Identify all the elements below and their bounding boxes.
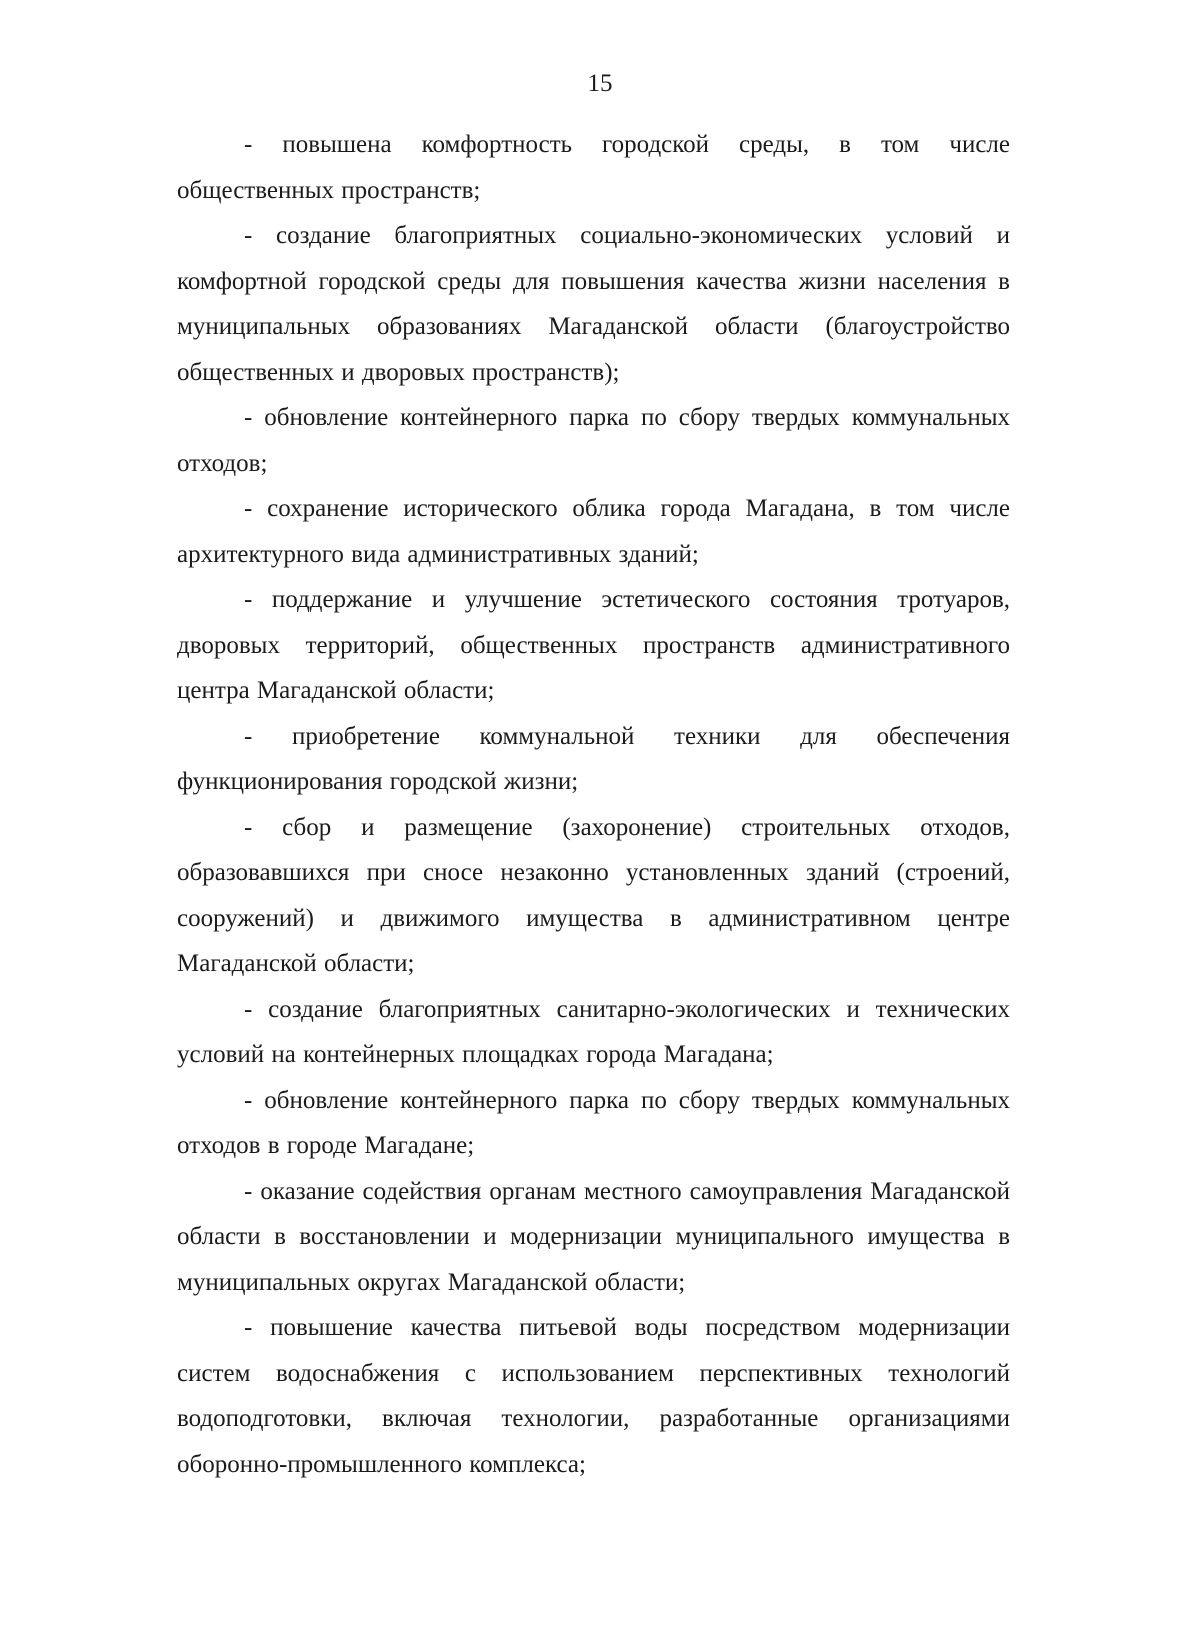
list-item: - создание благоприятных санитарно-экологических и технических условий на контейнерных площадках города Магадана; — [177, 995, 1010, 1068]
list-item: - приобретение коммунальной техники для обеспечения функционирования городской жизни; — [177, 722, 1010, 795]
list-item: - повышена комфортность городской среды, в том числе общественных пространств; — [177, 131, 1010, 204]
list-item: - поддержание и улучшение эстетического состояния тротуаров, дворовых территорий, общественных пространств административного центра Магаданской области; — [177, 586, 1010, 704]
list-item: - сохранение исторического облика города Магадана, в том числе архитектурного вида административных зданий; — [177, 495, 1010, 568]
document-body — [177, 122, 1010, 1487]
list-item: - обновление контейнерного парка по сбору твердых коммунальных отходов; — [177, 404, 1010, 477]
list-item: - обновление контейнерного парка по сбору твердых коммунальных отходов в городе Магадане; — [177, 1086, 1010, 1159]
page-number: 15 — [587, 70, 613, 97]
list-item: - создание благоприятных социально-экономических условий и комфортной городской среды для повышения качества жизни населения в муниципальных образованиях Магаданской области (благоустройство общественных и дворовых пространств); — [177, 222, 1010, 386]
list-item: - оказание содействия органам местного самоуправления Магаданской области в восстановлении и модернизации муниципального имущества в муниципальных округах Магаданской области; — [177, 1177, 1010, 1296]
list-item: - сбор и размещение (захоронение) строительных отходов, образовавшихся при сносе незаконно установленных зданий (строений, сооружений) и движимого имущества в административном центре Магаданской области; — [177, 813, 1010, 977]
list-item: - повышение качества питьевой воды посредством модернизации систем водоснабжения с использованием перспективных технологий водоподготовки, включая технологии, разработанные организациями оборонно-промышленного комплекса; — [177, 1314, 1010, 1478]
